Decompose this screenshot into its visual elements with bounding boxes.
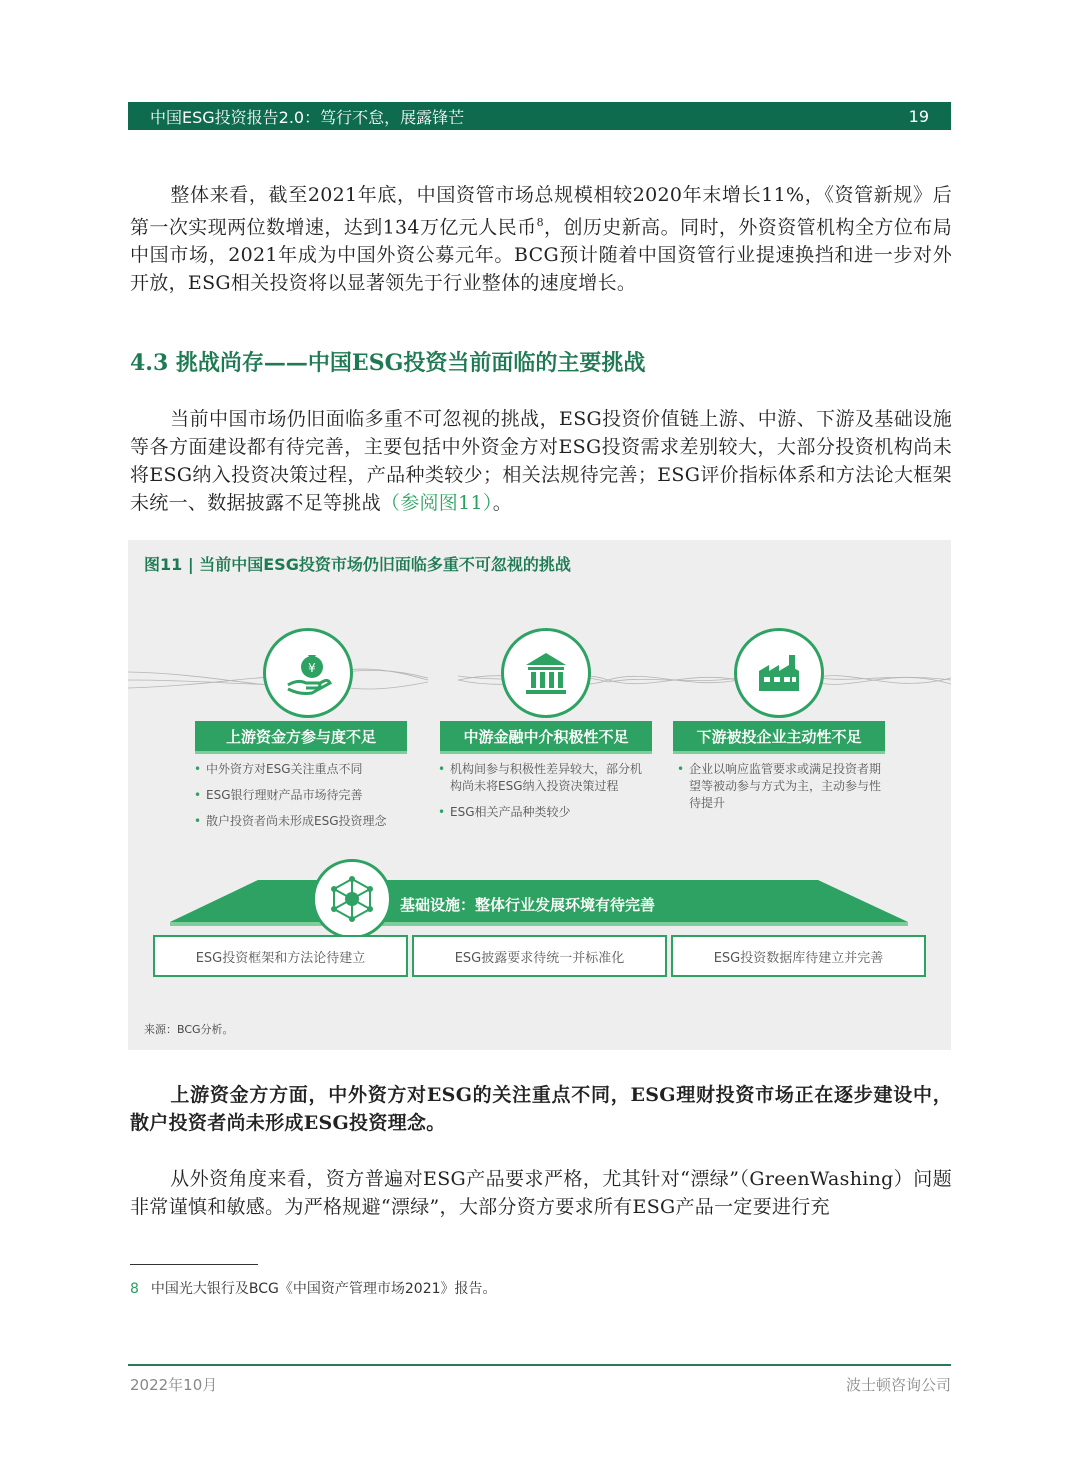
infrastructure-label: 基础设施：整体行业发展环境有待完善 <box>400 896 656 914</box>
midstream-bullets <box>438 761 643 830</box>
footnote-number: 8 <box>130 1281 139 1297</box>
bank-building-icon <box>501 628 591 718</box>
list-item: • 企业以响应监管要求或满足投资者期望等被动参与方式为主，主动参与性待提升 <box>677 761 883 812</box>
factory-icon <box>734 628 824 718</box>
paragraph-3-text: 上游资金方方面，中外资方对ESG的关注重点不同，ESG理财投资市场正在逐步建设中，散户投资者尚未形成ESG投资理念。 <box>130 1084 952 1134</box>
network-icon <box>312 859 392 939</box>
footnote-divider <box>130 1264 258 1265</box>
midstream-label: 中游金融中介积极性不足 <box>440 721 652 751</box>
footer-company: 波士顿咨询公司 <box>845 1376 951 1394</box>
paragraph-3 <box>130 1081 952 1137</box>
downstream-label: 下游被投企业主动性不足 <box>673 721 885 751</box>
paragraph-1-text-cont: ，创历史新高。同时，外资资管机构全方位布局中国市场，2021年成为中国外资公募元年。BCG预计随着中国资管行业提速换挡和进一步对外开放，ESG相关投资将以显著领先于行业整体的速度增长。 <box>130 216 952 295</box>
list-item: • 散户投资者尚未形成ESG投资理念 <box>194 813 409 830</box>
header-bar <box>128 102 951 130</box>
figure-title: 图11 | 当前中国ESG投资市场仍旧面临多重不可忽视的挑战 <box>144 555 571 574</box>
paragraph-2 <box>130 405 952 517</box>
report-title: 中国ESG投资报告2.0：笃行不怠，展露锋芒 <box>150 107 465 127</box>
footer-date: 2022年10月 <box>130 1376 218 1394</box>
infra-box-database: ESG投资数据库待建立并完善 <box>671 935 926 977</box>
footer-divider <box>128 1364 951 1366</box>
paragraph-2-end: 。 <box>492 492 512 514</box>
infra-box-disclosure: ESG披露要求待统一并标准化 <box>412 935 667 977</box>
upstream-bullets <box>194 761 409 839</box>
list-item: • 中外资方对ESG关注重点不同 <box>194 761 409 778</box>
figure-11 <box>128 540 951 1050</box>
money-bag-hand-icon <box>263 628 353 718</box>
list-item: • ESG银行理财产品市场待完善 <box>194 787 409 804</box>
paragraph-1-text: 整体来看，截至2021年底，中国资管市场总规模相较2020年末增长11%，《资管新规》后第一次实现两位数增速，达到134万亿元人民币 <box>130 184 952 239</box>
svg-text:¥: ¥ <box>308 661 316 675</box>
list-item: • ESG相关产品种类较少 <box>438 804 643 821</box>
figure-source: 来源：BCG分析。 <box>144 1023 234 1036</box>
footnote-text: 中国光大银行及BCG《中国资产管理市场2021》报告。 <box>150 1281 497 1297</box>
paragraph-4 <box>130 1165 952 1221</box>
infra-box-framework: ESG投资框架和方法论待建立 <box>153 935 408 977</box>
footnote-ref[interactable]: 8 <box>536 216 544 229</box>
footnote <box>130 1278 497 1298</box>
section-heading: 4.3 挑战尚存——中国ESG投资当前面临的主要挑战 <box>130 350 646 376</box>
paragraph-4-text: 从外资角度来看，资方普遍对ESG产品要求严格，尤其针对“漂绿”（GreenWashing）问题非常谨慎和敏感。为严格规避“漂绿”，大部分资方要求所有ESG产品一定要进行充 <box>130 1168 952 1218</box>
list-item: • 机构间参与积极性差异较大，部分机构尚未将ESG纳入投资决策过程 <box>438 761 643 795</box>
downstream-bullets <box>677 761 883 821</box>
paragraph-2-text: 当前中国市场仍旧面临多重不可忽视的挑战，ESG投资价值链上游、中游、下游及基础设施等各方面建设都有待完善，主要包括中外资金方对ESG投资需求差别较大，大部分投资机构尚未将ESG纳入投资决策过程，产品种类较少；相关法规待完善；ESG评价指标体系和方法论大框架未统一、数据披露不足等挑战 <box>130 408 952 514</box>
figure-reference-link[interactable]: （参阅图11） <box>380 492 493 514</box>
page-number: 19 <box>908 106 929 126</box>
paragraph-1 <box>130 181 952 297</box>
upstream-label: 上游资金方参与度不足 <box>195 721 407 751</box>
